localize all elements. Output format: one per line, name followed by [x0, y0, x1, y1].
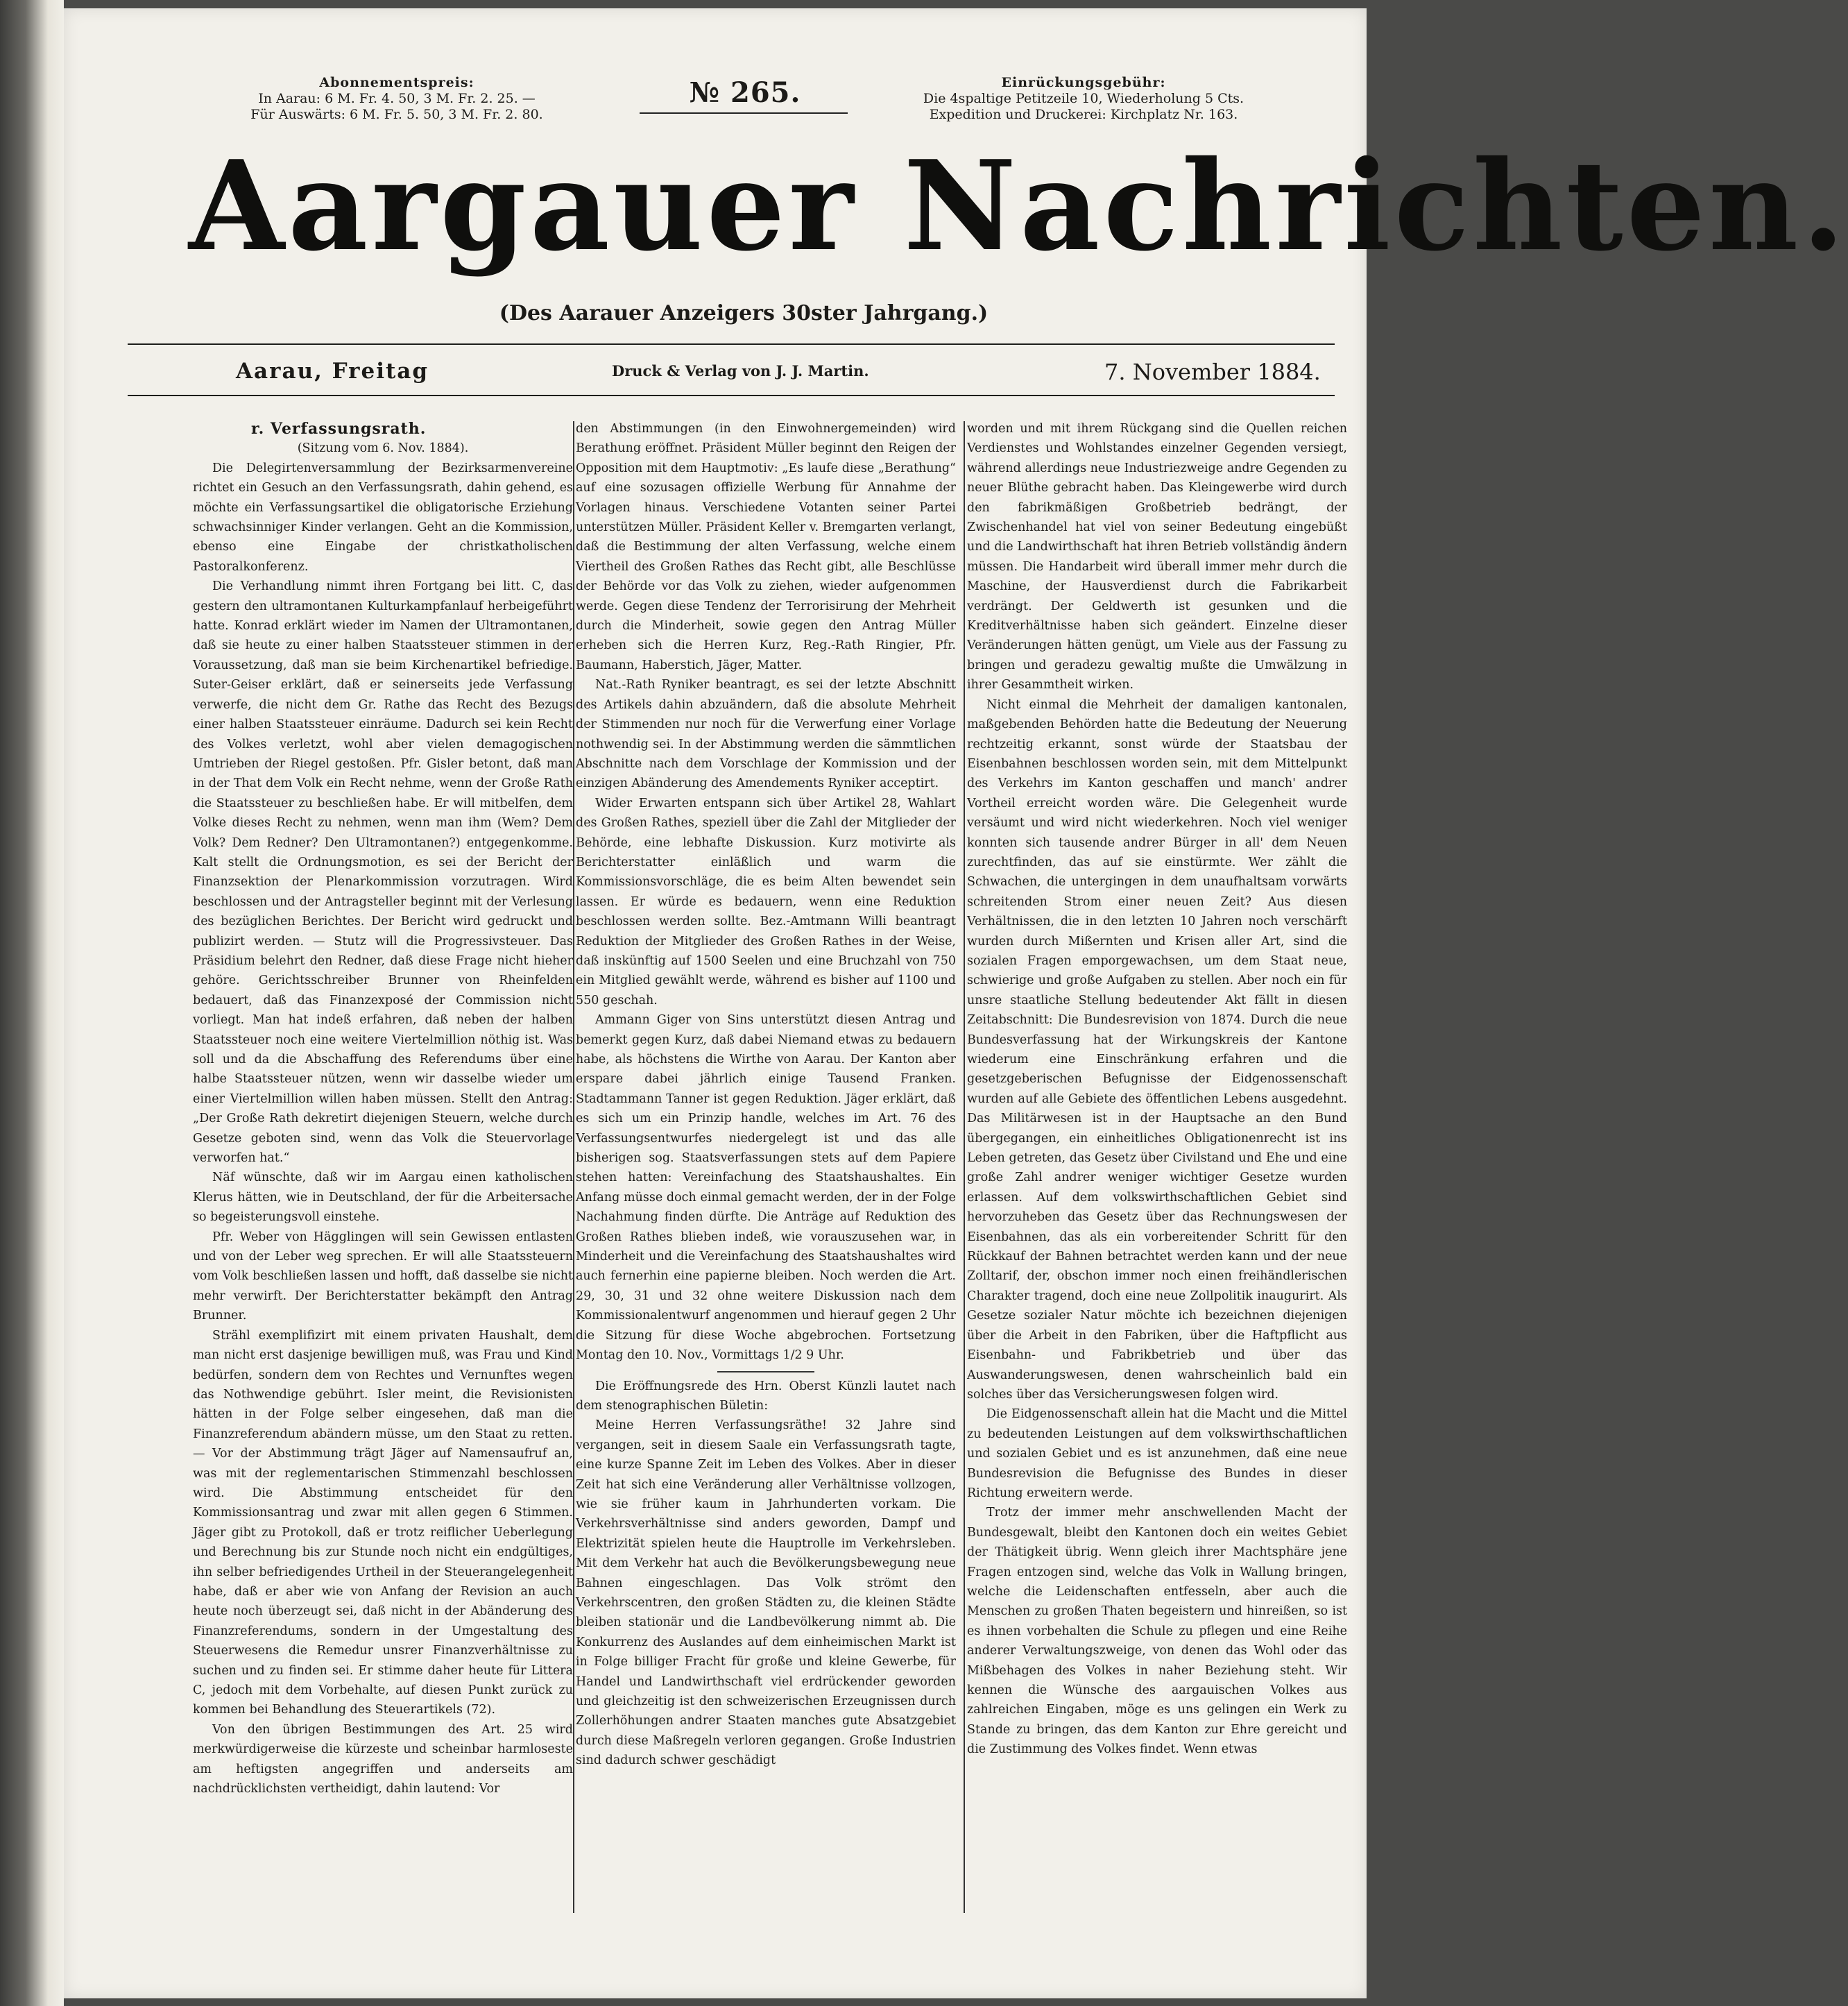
column-1 [193, 419, 573, 1799]
paragraph: Pfr. Weber von Hägglingen will sein Gewissen entlasten und von der Leber weg sprechen. Er will alle Staatssteuern vom Volk beschließen lassen und hofft, daß dasselbe sie nicht mehr verwirft. Der Berichterstatter bekämpft den Antrag Brunner. [193, 1230, 573, 1323]
paragraph: Näf wünschte, daß wir im Aargau einen katholischen Klerus hätten, wie in Deutschland, der für die Arbeitersache so begeisterungsvoll einstehe. [193, 1171, 573, 1225]
article-session: (Sitzung vom 6. Nov. 1884). [297, 441, 469, 456]
paragraph: Trotz der immer mehr anschwellenden Macht der Bundesgewalt, bleibt den Kantonen doch ein weites Gebiet der Thätigkeit übrig. Wenn gleich ihrer Machtsphäre jene Fragen entzogen sind, welche das Volk in Wallung bringen, welche die Leidenschaften entfesseln, aber auch die Menschen zu großen Thaten begeistern und hinreißen, so ist es ihnen vorbehalten die Schule zu pflegen und eine Reihe anderer Verwaltungszweige, von denen das Wohl oder das Mißbehagen des Volkes in naher Beziehung steht. Wir kennen die Wünsche des aargauischen Volkes aus zahlreichen Eingaben, möge es uns gelingen ein Werk zu Stande zu bringen, das dem Kanton zur Ehre gereicht und die Zustimmung des Volkes findet. Wenn etwas [967, 1506, 1347, 1757]
paragraph: worden und mit ihrem Rückgang sind die Quellen reichen Verdienstes und Wohlstandes einzelner Gegenden versiegt, während allerdings neue Industriezweige andre Gegenden zu neuer Blüthe gebracht haben. Das Kleingewerbe wird durch den fabrikmäßigen Großbetrieb bedrängt, der Zwischenhandel hat viel von seiner Bedeutung eingebüßt und die Landwirthschaft hat ihren Betrieb vollständig ändern müssen. Die Handarbeit wird überall immer mehr durch die Maschine, der Hausverdienst durch die Fabrikarbeit verdrängt. Der Geldwerth ist gesunken und die Kreditverhältnisse haben sich geändert. Einzelne dieser Veränderungen hätten genügt, um Viele aus der Fassung zu bringen und geradezu gewaltig mußte die Umwälzung in ihrer Gesammtheit wirken. [967, 422, 1347, 692]
paragraph: Meine Herren Verfassungsräthe! 32 Jahre sind vergangen, seit in diesem Saale ein Verfassungsrath tagte, eine kurze Spanne Zeit im Leben des Volkes. Aber in dieser Zeit hat sich eine Veränderung aller Verhältnisse vollzogen, wie sie früher kaum in Jahrhunderten vorkam. Die Verkehrsverhältnisse sind anders geworden, Dampf und Elektrizität spielen heute die Hauptrolle im Verkehrsleben. Mit dem Verkehr hat auch die Bevölkerungsbewegung neue Bahnen eingeschlagen. Das Volk strömt den Verkehrscentren, den großen Städten zu, die kleinen Städte bleiben stationär und die Landbevölkerung nimmt ab. Die Konkurrenz des Auslandes auf dem einheimischen Markt ist in Folge billiger Fracht für große und kleine Gewerbe, für Handel und Landwirthschaft viel erdrückender geworden und gleichzeitig ist den schweizerischen Erzeugnissen durch Zollerhöhungen andrer Staaten manches gute Absatzgebiet durch diese Maßregeln verloren gegangen. Große Industrien sind dadurch schwer geschädigt [576, 1418, 956, 1768]
speech-intro: Die Eröffnungsrede des Hrn. Oberst Künzli lautet nach dem stenographischen Bületin: [576, 1379, 956, 1413]
paragraph: Ammann Giger von Sins unterstützt diesen Antrag und bemerkt gegen Kurz, daß dabei Niemand etwas zu bedauern habe, als höchstens die Wirthe von Aarau. Der Kanton aber erspare dabei jährlich einige Tausend Franken. Stadtammann Tanner ist gegen Reduktion. Jäger erklärt, daß es sich um ein Prinzip handle, welches im Art. 76 des Verfassungsentwurfes niedergelegt ist und das alle bisherigen sog. Staatsverfassungen stets auf dem Papiere stehen hatten: Vereinfachung des Staatshaushaltes. Ein Anfang müsse doch einmal gemacht werden, der in der Folge Nachahmung finden dürfte. Die Anträge auf Reduktion des Großen Rathes blieben indeß, wie vorauszusehen war, in Minderheit und die Vereinfachung des Staatshaushaltes wird auch fernerhin eine papierne bleiben. Noch werden die Art. 29, 30, 31 und 32 ohne weitere Diskussion nach dem Kommissionalentwurf angenommen und hierauf gegen 2 Uhr die Sitzung für diese Woche abgebrochen. Fortsetzung Montag den 10. Nov., Vormittags 1/2 9 Uhr. [576, 1013, 956, 1363]
subscription-heading: Abonnementspreis: [319, 75, 474, 90]
paragraph: Wider Erwarten entspann sich über Artikel 28, Wahlart des Großen Rathes, speziell über die Zahl der Mitglieder der Behörde, eine lebhafte Diskussion. Kurz motivirte als Berichterstatter einläßlich und warm die Kommissionsvorschläge, die es beim Alten bewendet sein lassen. Er würde es bedauern, wenn eine Reduktion beschlossen werden sollte. Bez.-Amtmann Willi beantragt Reduktion der Mitglieder des Großen Rathes in der Weise, daß inskünftig auf 1500 Seelen und eine Bruchzahl von 750 ein Mitglied gewählt werde, während es bisher auf 1100 und 550 geschah. [576, 796, 956, 1008]
paragraph: Die Delegirtenversammlung der Bezirksarmenvereine richtet ein Gesuch an den Verfassungsrath, dahin gehend, es möchte ein Verfassungsartikel die obligatorische Erziehung schwachsinniger Kinder verlangen. Geht an die Kommission, ebenso eine Eingabe der christkatholischen Pastoralkonferenz. [193, 461, 573, 574]
insertion-box [889, 75, 1278, 123]
article-title: r. Verfassungsrath. [251, 420, 427, 438]
masthead-rule-top [128, 343, 1335, 345]
column-divider-1 [573, 421, 574, 1913]
newspaper-page [64, 8, 1848, 1998]
paragraph: Die Eidgenossenschaft allein hat die Macht und die Mittel zu bedeutenden Leistungen auf dem volkswirthschaftlichen und sozialen Gebiet und es ist anzunehmen, daß eine neue Bundesrevision die Befugnisse des Bundes in dieser Richtung erweitern werde. [967, 1407, 1347, 1500]
subscription-line-local: In Aarau: 6 M. Fr. 4. 50, 3 M. Fr. 2. 25. — [258, 91, 536, 106]
paragraph: den Abstimmungen (in den Einwohnergemeinden) wird Berathung eröffnet. Präsident Müller beginnt den Reigen der Opposition mit dem Hauptmotiv: „Es laufe diese „Berathung“ auf eine sozusagen offizielle Werbung für Annahme der Vorlagen hinaus. Verschiedene Votanten seiner Partei unterstützen Müller. Präsident Keller v. Bremgarten verlangt, daß die Bestimmung der alten Verfassung, welche einem Viertheil des Großen Rathes das Recht gibt, alle Beschlüsse der Behörde vor das Volk zu ziehen, wieder aufgenommen werde. Gegen diese Tendenz der Terrorisirung der Mehrheit durch die Minderheit, sowie gegen den Antrag Müller erheben sich die Herren Kurz, Reg.-Rath Ringier, Pfr. Baumann, Haberstich, Jäger, Matter. [576, 422, 956, 672]
column-2 [576, 419, 956, 1771]
paragraph: Die Verhandlung nimmt ihren Fortgang bei litt. C, das gestern den ultramontanen Kulturkampfanlauf herbeigeführt hatte. Konrad erklärt wieder im Namen der Ultramontanen, daß sie heute zu einer halben Staatssteuer stimmen in der Voraussetzung, daß man sie beim Kirchenartikel befriedige. Suter-Geiser erklärt, daß er seinerseits jede Verfassung verwerfe, die nicht dem Gr. Rathe das Recht des Bezugs einer halben Staatssteuer einräume. Dadurch sei kein Recht des Volkes verletzt, wohl aber vielen demagogischen Umtrieben der Riegel gestoßen. Pfr. Gisler betont, daß man in der That dem Volk ein Recht nehme, wenn der Große Rath die Staatssteuer zu beschließen habe. Er will mitbelfen, dem Volke dieses Recht zu nehmen, wenn man ihm (Wem? Dem Volk? Dem Redner? Den Ultramontanen?) entgegenkomme. Kalt stellt die Ordnungsmotion, es sei der Bericht der Finanzsektion der Plenarkommission vorzutragen. Wird beschlossen und der Antragsteller beginnt mit der Verlesung des bezüglichen Berichtes. Der Bericht wird gedruckt und publizirt werden. — Stutz will die Progressivsteuer. Das Präsidium belehrt den Redner, daß diese Frage nicht hieher gehöre. Gerichtsschreiber Brunner von Rheinfelden bedauert, daß das Finanzexposé der Commission nicht vorliegt. Man hat indeß erfahren, daß neben der halben Staatssteuer noch eine weitere Viertelmillion nöthig ist. Was soll und da die Abschaffung des Referendums über eine halbe Staatssteuer nützen, wenn wir dasselbe wieder um einer Viertelmillion willen haben müssen. Stellt den Antrag: „Der Große Rath dekretirt diejenigen Steuern, welche durch Gesetze geboten sind, wenn das Volk die Steuervorlage verworfen hat.“ [193, 579, 573, 1166]
newspaper-tagline: (Des Aarauer Anzeigers 30ster Jahrgang.) [499, 301, 989, 325]
dateline-date: 7. November 1884. [1104, 359, 1321, 385]
dateline-printer: Druck & Verlag von J. J. Martin. [612, 362, 869, 380]
newspaper-title: Aargauer Nachrichten. [189, 133, 1848, 278]
paragraph: Nicht einmal die Mehrheit der damaligen kantonalen, maßgebenden Behörden hatte die Bedeutung der Neuerung rechtzeitig erkannt, sonst würde der Staatsbau der Eisenbahnen beschlossen worden sein, mit dem Mittelpunkt des Verkehrs im Kanton geschaffen und manch' andrer Vortheil erreicht worden wäre. Die Gelegenheit wurde versäumt und wird nicht wiederkehren. Noch viel weniger konnten sich tausende andrer Bürger in all' dem Neuen zurechtfinden, das auf sie einstürmte. Wer zählt die Schwachen, die untergingen in dem unaufhaltsam vorwärts schreitenden Strom einer neuen Zeit? Aus diesen Verhältnissen, die in den letzten 10 Jahren noch verschärft wurden durch Mißernten und Krisen aller Art, sind die sozialen Fragen emporgewachsen, um dem Staat neue, schwierige und große Aufgaben zu stellen. Aber noch ein für unsre staatliche Stellung bedeutender Akt fällt in diesen Zeitabschnitt: Die Bundesrevision von 1874. Durch die neue Bundesverfassung hat der Wirkungskreis der Kantone wiederum eine Einschränkung erfahren und die gesetzgeberischen Befugnisse der Eidgenossenschaft wurden auf alle Gebiete des öffentlichen Lebens ausgedehnt. Das Militärwesen ist in der Hauptsache an den Bund übergegangen, ein einheitliches Obligationenrecht ist ins Leben getreten, das Gesetz über Civilstand und Ehe und eine große Zahl andrer weniger wichtiger Gesetze wurden erlassen. Auf dem volkswirthschaftlichen Gebiet sind hervorzuheben das Gesetz über das Rechnungswesen der Eisenbahnen, das als ein vorbereitender Schritt für den Rückkauf der Bahnen betrachtet werden kann und der neue Zolltarif, der, obschon immer noch einen freihändlerischen Charakter tragend, doch eine neue Zollpolitik inaugurirt. Als Gesetze sozialer Natur möchte ich bezeichnen diejenigen über die Arbeit in den Fabriken, über die Haftpflicht aus Eisenbahn- und Fabrikbetrieb und über das Auswanderungswesen, denen wahrscheinlich bald ein solches über das Versicherungswesen folgen wird. [967, 697, 1347, 1402]
dateline-place-day: Aarau, Freitag [236, 359, 429, 384]
column-divider-2 [964, 421, 965, 1913]
insertion-heading: Einrückungsgebühr: [1001, 75, 1166, 90]
column-3 [967, 419, 1347, 1760]
scan-edge [0, 0, 64, 2006]
paragraph: Strähl exemplifizirt mit einem privaten Haushalt, dem man nicht erst dasjenige bewilligen muß, was Frau und Kind bedürfen, sondern dem von Rechtes und Vernunftes wegen das Nothwendige gebührt. Isler meint, die Revisionisten hätten in der Folge selber eingesehen, daß man die Finanzreferendum abändern müsse, um den Staat zu retten. — Vor der Abstimmung trägt Jäger auf Namensaufruf an, was mit der reglementarischen Stimmenzahl beschlossen wird. Die Abstimmung entscheidet für den Kommissionsantrag und zwar mit allen gegen 6 Stimmen. Jäger gibt zu Protokoll, daß er trotz reiflicher Ueberlegung und Berechnung bis zur Stunde noch nicht ein endgültiges, ihn selber befriedigendes Urtheil in der Steuerangelegenheit habe, daß er aber wie von Anfang der Revision an auch heute noch überzeugt sei, daß nicht in der Abänderung des Finanzreferendums, sondern in der Umgestaltung des Steuerwesens die Remedur unsrer Finanzverhältnisse zu suchen und zu finden sei. Er stimme daher heute für Littera C, jedoch mit dem Vorbehalte, auf diesen Punkt zurück zu kommen bei Behandlung des Steuerartikels (72). [193, 1328, 573, 1717]
issue-underline [640, 112, 848, 114]
insertion-line-office: Expedition und Druckerei: Kirchplatz Nr. 163. [929, 107, 1238, 122]
subscription-box [175, 75, 619, 123]
paragraph: Von den übrigen Bestimmungen des Art. 25 wird merkwürdigerweise die kürzeste und scheinbar harmloseste am heftigsten angegriffen und anderseits am nachdrücklichsten vertheidigt, dahin lautend: Vor [193, 1722, 573, 1796]
issue-number: № 265. [689, 76, 801, 109]
section-divider [717, 1371, 814, 1372]
insertion-line-rates: Die 4spaltige Petitzeile 10, Wiederholung 5 Cts. [923, 91, 1244, 106]
paragraph: Nat.-Rath Ryniker beantragt, es sei der letzte Abschnitt des Artikels dahin abzuändern, daß die absolute Mehrheit der Stimmenden nur noch für die Verwerfung einer Vorlage nothwendig sei. In der Abstimmung werden die sämmtlichen Abschnitte nach dem Vorschlage der Kommission und der einzigen Abänderung des Amendements Ryniker acceptirt. [576, 678, 956, 791]
subscription-line-external: Für Auswärts: 6 M. Fr. 5. 50, 3 M. Fr. 2. 80. [250, 107, 543, 122]
masthead-rule-bottom [128, 395, 1335, 396]
